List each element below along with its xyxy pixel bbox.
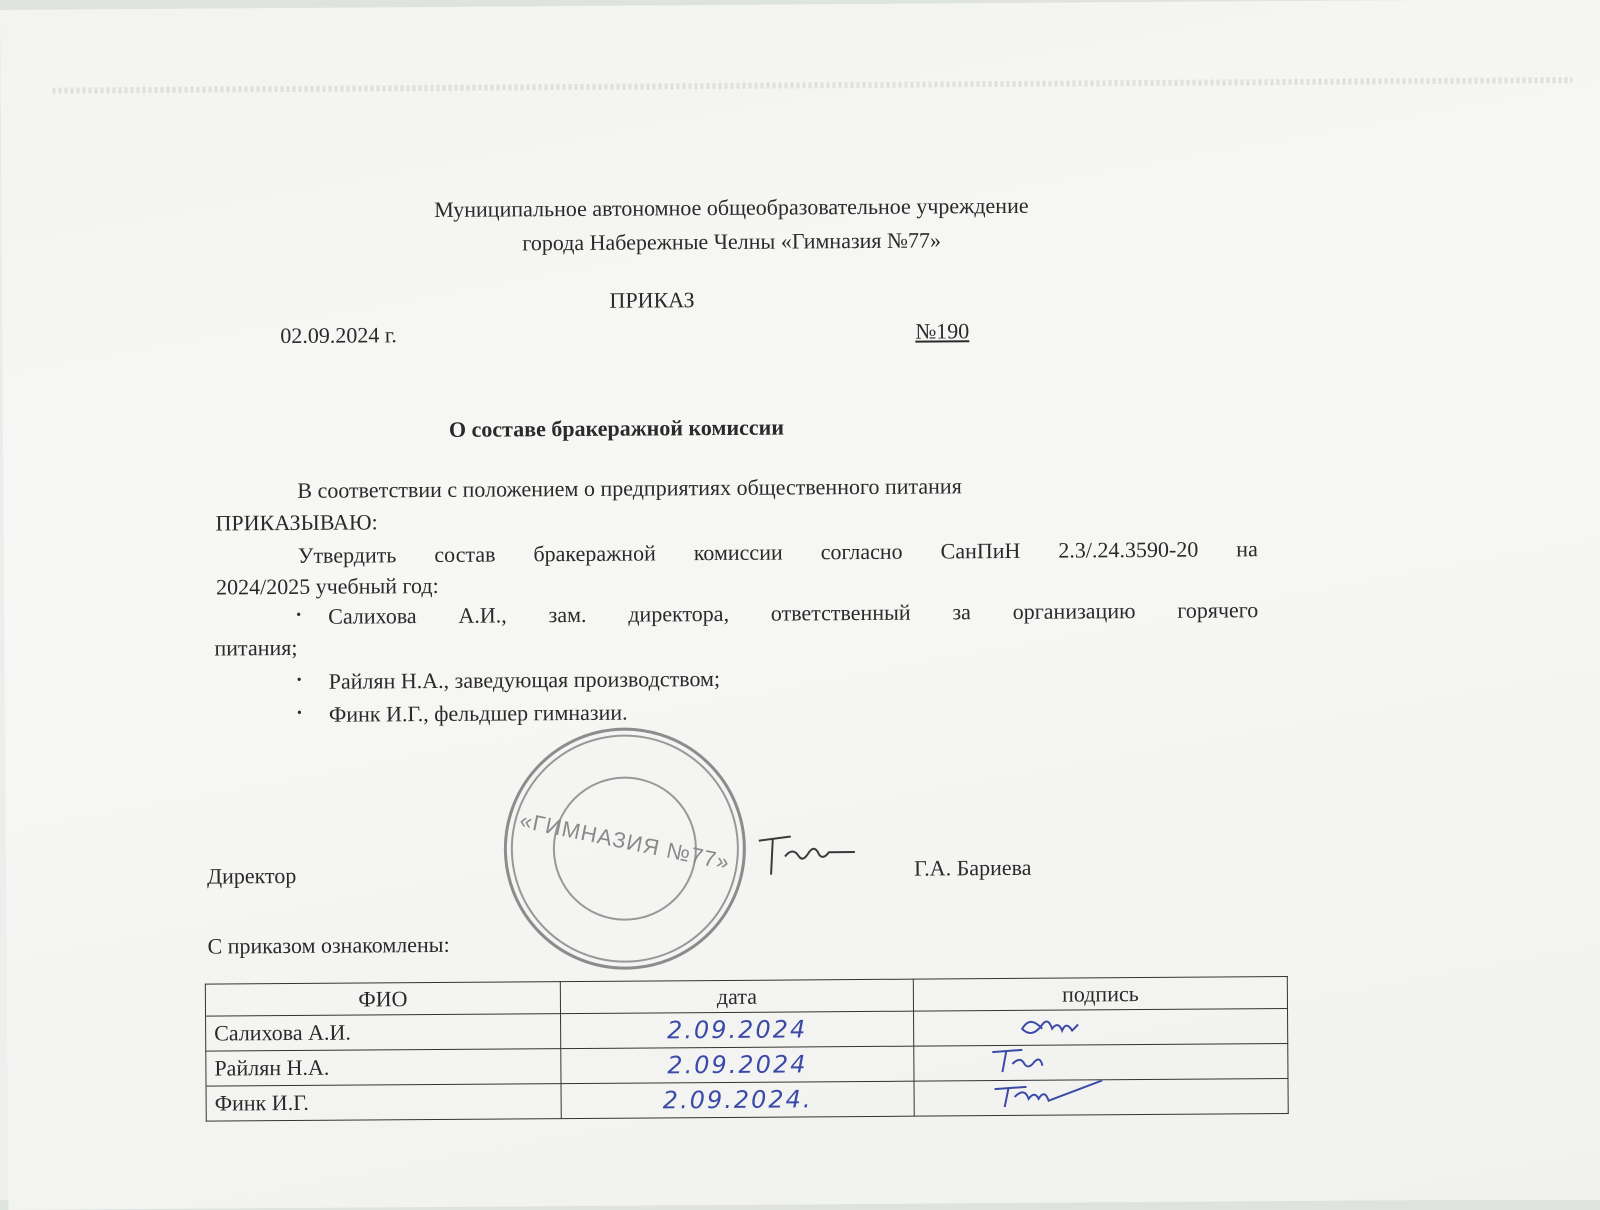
column-header-signature: подпись	[913, 977, 1287, 1012]
director-signature	[751, 822, 861, 883]
row-date: 2.09.2024.	[561, 1081, 914, 1118]
bullet-icon: •	[296, 672, 302, 688]
order-number: №190	[915, 318, 970, 344]
row-date: 2.09.2024	[561, 1011, 914, 1048]
scan-edge-artifact	[53, 77, 1573, 94]
row-name: Салихова А.И.	[206, 1014, 561, 1051]
member-3: Финк И.Г., фельдшер гимназии.	[328, 699, 628, 727]
handwritten-signature	[922, 1010, 1082, 1039]
row-signature	[914, 1009, 1288, 1047]
official-stamp	[503, 727, 747, 971]
column-header-name: ФИО	[205, 982, 560, 1016]
order-title: ПРИКАЗ	[609, 287, 695, 313]
handwritten-signature	[923, 1080, 1103, 1109]
approve-line-1: Утвердить состав бракеражной комиссии согласно СанПиН 2.3/.24.3590-20 на	[297, 536, 1258, 568]
acknowledgement-table	[205, 976, 1289, 1122]
stamp-center-text: «ГИМНАЗИЯ №77»	[517, 807, 733, 875]
column-header-date: дата	[560, 979, 913, 1013]
signatory-name: Г.А. Бариева	[913, 854, 1032, 881]
table-row	[206, 1079, 1288, 1122]
row-signature	[914, 1079, 1288, 1117]
acknowledgement-label: С приказом ознакомлены:	[207, 931, 450, 959]
approve-line-2: 2024/2025 учебный год:	[215, 572, 439, 600]
bullet-icon: •	[296, 705, 302, 721]
row-date: 2.09.2024	[561, 1046, 914, 1083]
bullet-icon: •	[296, 607, 302, 623]
row-name: Финк И.Г.	[206, 1084, 561, 1121]
handwritten-signature	[922, 1045, 1082, 1074]
member-1-line2: питания;	[214, 634, 298, 661]
org-name-line1: Муниципальное автономное общеобразовательное учреждение	[434, 192, 1029, 222]
org-name-line2: города Набережные Челны «Гимназия №77»	[522, 227, 942, 256]
row-signature	[914, 1044, 1288, 1082]
signatory-position: Директор	[206, 862, 297, 889]
row-name: Райлян Н.А.	[206, 1049, 561, 1086]
member-1-line1: Салихова А.И., зам. директора, ответственный за организацию горячего	[328, 597, 1259, 629]
order-date: 02.09.2024 г.	[280, 322, 397, 349]
order-subject: О составе бракеражной комиссии	[448, 414, 785, 442]
command-text: ПРИКАЗЫВАЮ:	[215, 509, 378, 536]
intro-text: В соответствии с положением о предприятиях общественного питания	[297, 473, 962, 503]
member-2: Райлян Н.А., заведующая производством;	[328, 665, 721, 694]
